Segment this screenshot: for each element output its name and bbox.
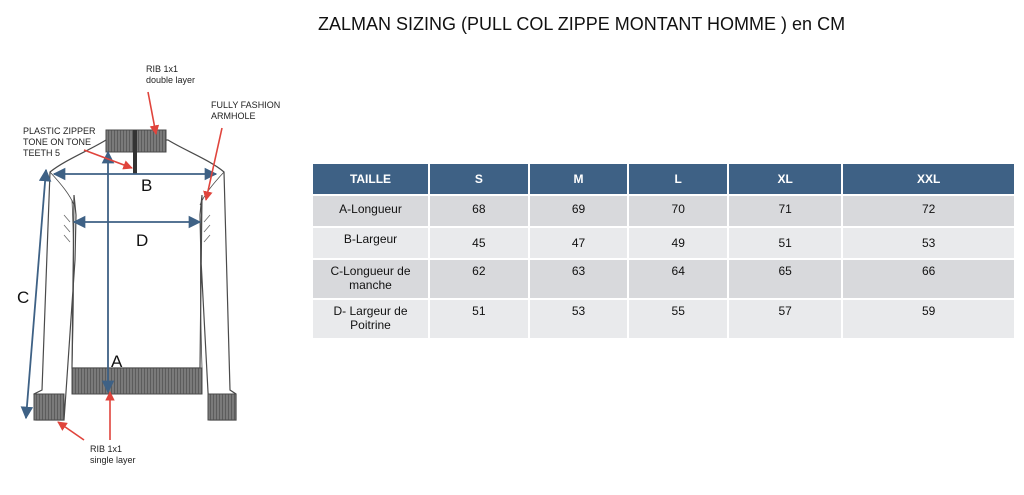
table-cell: 65: [729, 260, 841, 298]
table-cell: 62: [430, 260, 528, 298]
dimension-label-b: B: [141, 176, 153, 195]
table-header-row: [313, 164, 1014, 194]
table-cell: 70: [629, 196, 727, 226]
pointer-rib-double: [148, 92, 156, 134]
dimension-label-c: C: [17, 288, 30, 307]
header-size-l: L: [629, 164, 727, 194]
table-cell: 53: [530, 300, 628, 338]
header-size-xl: XL: [729, 164, 841, 194]
table-cell: 59: [843, 300, 1014, 338]
row-label: C-Longueur de manche: [313, 260, 428, 298]
dimension-label-d: D: [136, 231, 149, 250]
pointer-cuff: [58, 422, 84, 440]
table-cell: 66: [843, 260, 1014, 298]
callout-zipper: PLASTIC ZIPPER TONE ON TONE TEETH 5: [23, 126, 96, 158]
right-cuff: [208, 394, 236, 420]
table-cell: 72: [843, 196, 1014, 226]
table-cell: 69: [530, 196, 628, 226]
table-cell: 57: [729, 300, 841, 338]
left-cuff: [34, 394, 64, 420]
zipper: [133, 130, 137, 174]
bottom-rib: [72, 368, 202, 394]
table-cell: 71: [729, 196, 841, 226]
header-size-s: S: [430, 164, 528, 194]
table-cell: 64: [629, 260, 727, 298]
table-cell: 63: [530, 260, 628, 298]
row-label: D- Largeur de Poitrine: [313, 300, 428, 338]
callout-fully-fashion: FULLY FASHION ARMHOLE: [211, 100, 281, 121]
size-table: [311, 162, 1016, 340]
table-cell: 51: [729, 228, 841, 258]
callout-rib-single: RIB 1x1 single layer: [90, 444, 136, 465]
table-cell: 53: [843, 228, 1014, 258]
table-row: [313, 196, 1014, 226]
page-title: ZALMAN SIZING (PULL COL ZIPPE MONTANT HOMME ) en CM: [318, 14, 846, 34]
table-row: [313, 300, 1014, 338]
table-row: [313, 260, 1014, 298]
header-taille: TAILLE: [313, 164, 428, 194]
table-cell: 47: [530, 228, 628, 258]
dimension-label-a: A: [111, 352, 123, 371]
table-cell: 68: [430, 196, 528, 226]
sweater-diagram: [0, 0, 300, 495]
row-label: B-Largeur: [313, 228, 428, 258]
table-cell: 51: [430, 300, 528, 338]
header-size-xxl: XXL: [843, 164, 1014, 194]
table-row: [313, 228, 1014, 258]
row-label: A-Longueur: [313, 196, 428, 226]
table-cell: 55: [629, 300, 727, 338]
header-size-m: M: [530, 164, 628, 194]
table-cell: 45: [430, 228, 528, 258]
table-cell: 49: [629, 228, 727, 258]
callout-rib-double: RIB 1x1 double layer: [146, 64, 196, 85]
